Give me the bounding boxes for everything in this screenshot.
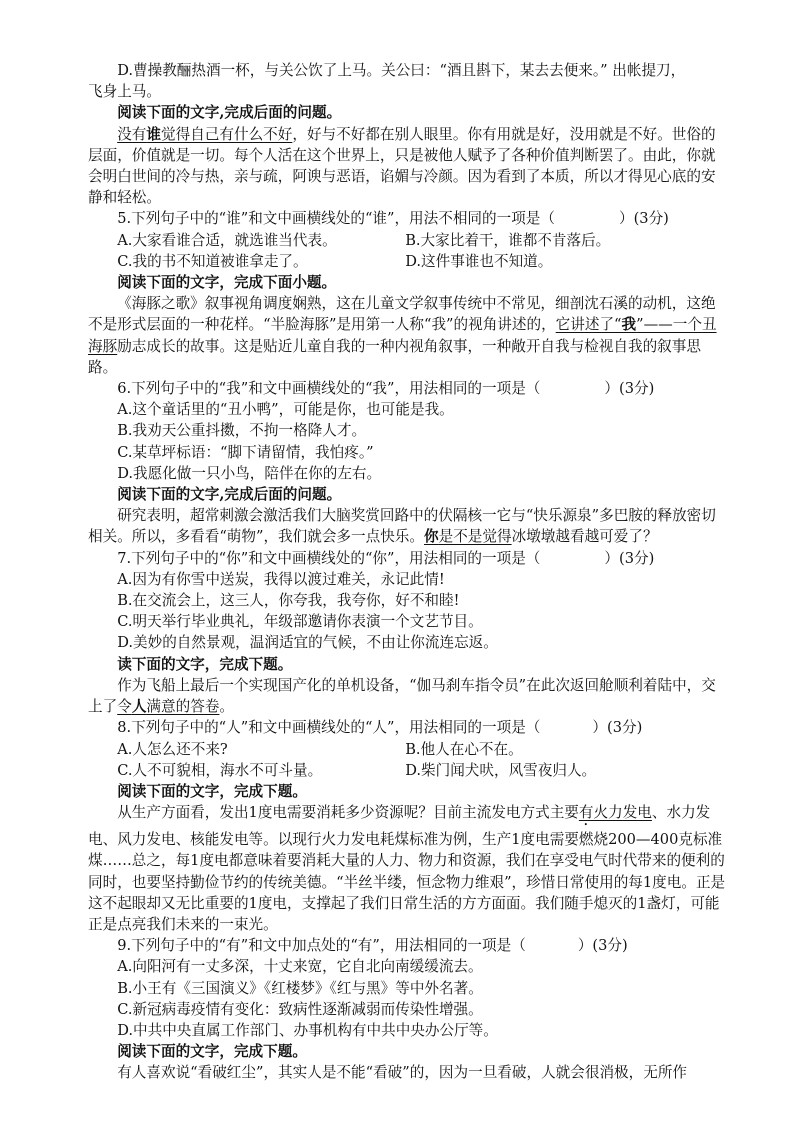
question-5-options-row2 [88, 251, 730, 272]
option-c: C.明天举行毕业典礼，年级部邀请你表演一个文艺节目。 [117, 613, 483, 631]
section-5-heading: 阅读下面的文字,完成后面的问题。 [117, 104, 342, 122]
question-8-options-row2 [88, 760, 730, 781]
section-7-passage: 研究表明，超常刺激会激活我们大脑奖赏回路中的伏隔核一它与“快乐源泉”多巴胺的释放密切相关。所以，多看看“萌物”，我们就会多一点快乐。你是不是觉得冰墩墩越看越可爱了？ [88, 507, 716, 546]
option-d: D.美妙的自然景观，温润适宜的气候，不由让你流连忘返。 [117, 634, 498, 652]
option-d: D.这件事谁也不知道。 [405, 252, 553, 270]
option-a: A.这个童话里的“丑小鸭”，可能是你，也可能是我。 [117, 401, 454, 419]
question-9: 9.下列句子中的“有”和文中加点处的“有”，用法相同的一项是（ ）(3分) [117, 937, 628, 955]
option-b: B.他人在心不在。 [405, 740, 523, 758]
option-d: D.中共中央直属工作部门、办事机构有中共中央办公厅等。 [117, 1021, 498, 1039]
question-5: 5.下列句子中的“谁”和文中画横线处的“谁”，用法不相同的一项是（ ）(3分) [117, 210, 669, 228]
question-6: 6.下列句子中的“我”和文中画横线处的“我”，用法相同的一项是（ ）(3分) [117, 380, 655, 398]
q4-option-d: D.曹操教酾热酒一杯，与关公饮了上马。关公曰：“酒且斟下，某去去便来。” 出帐提刀， [117, 62, 686, 79]
option-c: C.某草坪标语：“脚下请留情，我怕疼。” [117, 443, 374, 461]
section-9-heading: 阅读下面的文字，完成下题。 [117, 782, 307, 800]
section-10-heading: 阅读下面的文字，完成下题。 [117, 1043, 307, 1061]
option-c: C.我的书不知道被谁拿走了。 [117, 252, 308, 270]
question-8: 8.下列句子中的“人”和文中画横线处的“人”，用法相同的一项是（ ）(3分) [117, 719, 643, 737]
section-8-heading: 读下面的文字，完成下题。 [117, 655, 293, 673]
section-6-passage: 《海豚之歌》叙事视角调度娴熟，这在儿童文学叙事传统中不常见，细剖沈石溪的动机，这绝不是形式层面的一种花样。“半脸海豚”是用第一人称“我”的视角讲述的，它讲述了“我”——一个丑海豚励志成长的故事。这是贴近儿童自我的一种内视角叙事，一种敞开自我与检视自我的叙事思路。 [88, 295, 717, 376]
option-a: A.人怎么还不来? [117, 740, 228, 758]
q4-option-d-cont: 飞身上马。 [88, 83, 161, 101]
option-a: A.向阳河有一丈多深，十丈来宽，它自北向南缓缓流去。 [117, 958, 483, 976]
option-b: B.我劝天公重抖擞，不拘一格降人才。 [117, 422, 367, 440]
section-9-passage: 从生产方面看，发出1度电需要消耗多少资源呢？目前主流发电方式主要有火力发电、水力发电、风力发电、核能发电等。以现行火力发电耗煤标准为例，生产1度电需要燃烧200—400克标准煤……总之，每1度电都意味着要消耗大量的人力、物力和资源，我们在享受电气时代带来的便利的同时，也要坚持勤俭节约的传统美德。“半丝半缕，恒念物力维艰”，珍惜日常使用的每1度电。正是这不起眼却又无比重要的1度电，支撑起了我们日常生活的方方面面。我们随手熄灭的1盏灯，可能正是点亮我们未来的一束光。 [88, 804, 726, 933]
section-5-passage: 没有谁觉得自己有什么不好，好与不好都在别人眼里。你有用就是好，没用就是不好。世俗的层面，价值就是一切。每个人活在这个世界上，只是被他人赋予了各种价值判断罢了。由此，你就会明白世间的冷与热，亲与疏，阿谀与恶语，谄媚与冷颜。因为看到了本质，所以才得见心底的安静和轻松。 [88, 125, 716, 207]
option-a: A.因为有你雪中送炭，我得以渡过难关，永记此情! [117, 570, 445, 588]
option-d: D.我愿化做一只小鸟，陪伴在你的左右。 [117, 464, 382, 482]
option-a: A.大家看谁合适，就选谁当代表。 [117, 231, 337, 249]
question-7: 7.下列句子中的“你”和文中画横线处的“你”，用法相同的一项是（ ）(3分) [117, 549, 655, 567]
option-c: C.人不可貌相，海水不可斗量。 [117, 761, 323, 779]
section-6-heading: 阅读下面的文字，完成下面小题。 [117, 274, 337, 292]
section-8-passage: 作为飞船上最后一个实现国产化的单机设备，“伽马刹车指令员”在此次返回舱顺利着陆中，交上了令人满意的答卷。 [88, 676, 716, 716]
question-5-options-row1 [88, 230, 730, 251]
section-10-passage: 有人喜欢说“看破红尘”，其实人是不能“看破”的，因为一旦看破，人就会很消极，无所作 [117, 1064, 688, 1082]
option-c: C.新冠病毒疫情有变化：致病性逐渐减弱而传染性增强。 [117, 1000, 483, 1018]
option-b: B.小王有《三国演义》《红楼梦》《红与黑》等中外名著。 [117, 979, 483, 997]
option-b: B.在交流会上，这三人，你夸我，我夸你，好不和睦! [117, 592, 460, 610]
question-8-options-row1 [88, 739, 730, 760]
section-7-heading: 阅读下面的文字,完成后面的问题。 [117, 486, 342, 504]
option-b: B.大家比着干，谁都不肯落后。 [405, 231, 611, 249]
option-d: D.柴门闻犬吠，风雪夜归人。 [405, 761, 597, 779]
